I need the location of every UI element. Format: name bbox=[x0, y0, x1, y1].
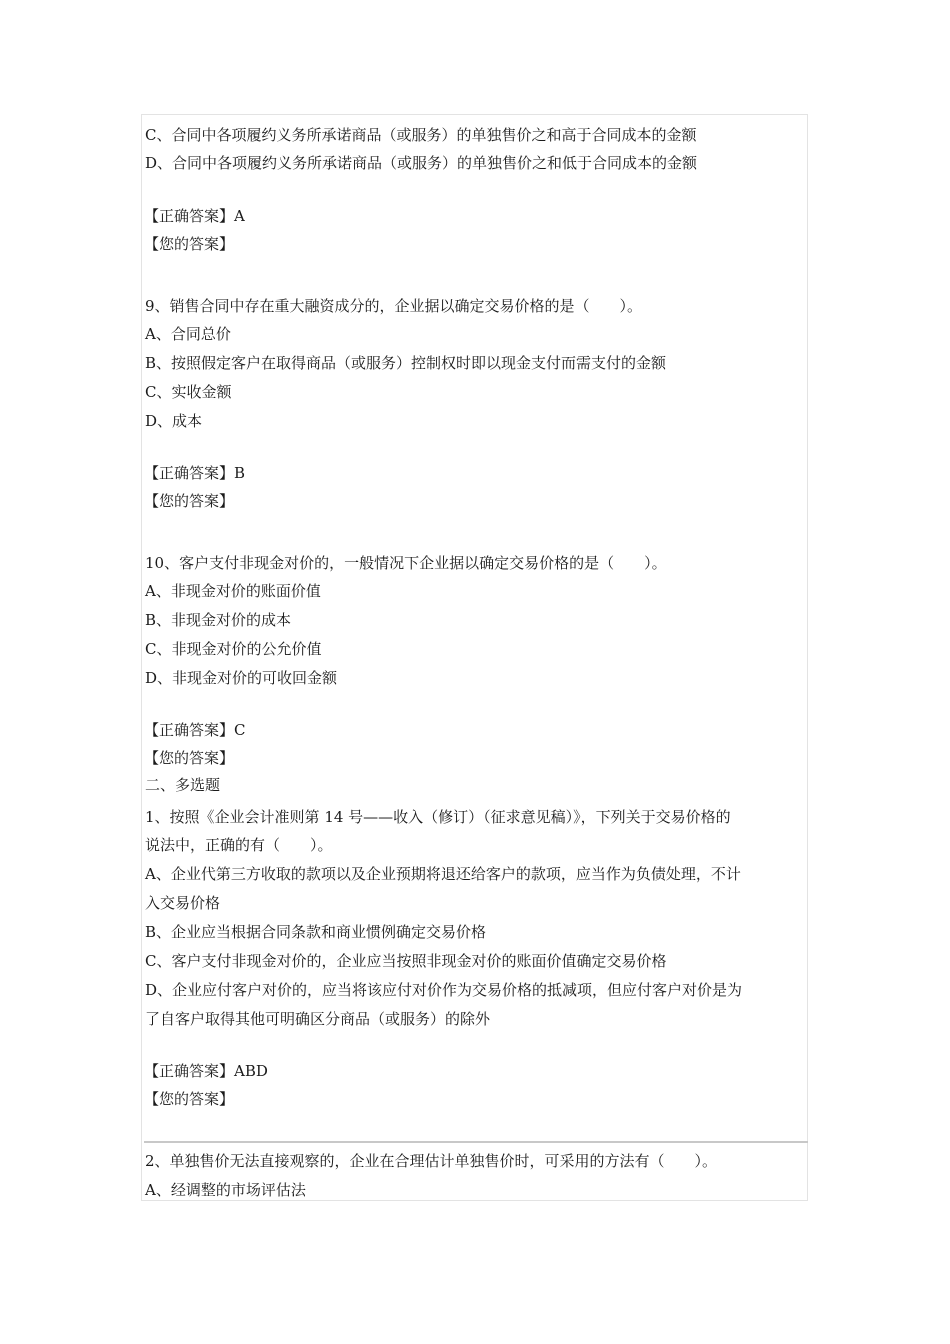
option-a-q10: A、非现金对价的账面价值 bbox=[145, 582, 321, 600]
question-10: 10、客户支付非现金对价的，一般情况下企业据以确定交易价格的是（ ）。 bbox=[145, 554, 667, 572]
option-a-q9: A、合同总价 bbox=[145, 325, 231, 343]
option-d-q8: D、合同中各项履约义务所承诺商品（或服务）的单独售价之和低于合同成本的金额 bbox=[145, 154, 698, 172]
option-b-q9: B、按照假定客户在取得商品（或服务）控制权时即以现金支付而需支付的金额 bbox=[145, 354, 667, 372]
correct-answer-q10: 【正确答案】C bbox=[144, 721, 246, 739]
option-d-q9: D、成本 bbox=[145, 412, 203, 430]
option-c-q9: C、实收金额 bbox=[145, 383, 232, 401]
option-b-q10: B、非现金对价的成本 bbox=[145, 611, 292, 629]
question-m2: 2、单独售价无法直接观察的，企业在合理估计单独售价时，可采用的方法有（ ）。 bbox=[145, 1152, 718, 1170]
option-c-q10: C、非现金对价的公允价值 bbox=[145, 640, 322, 658]
your-answer-q8: 【您的答案】 bbox=[144, 235, 235, 253]
section-divider bbox=[144, 1141, 808, 1143]
option-a-m1-line2: 入交易价格 bbox=[145, 894, 221, 912]
option-c-q8: C、合同中各项履约义务所承诺商品（或服务）的单独售价之和高于合同成本的金额 bbox=[145, 126, 697, 144]
option-c-m1: C、客户支付非现金对价的，企业应当按照非现金对价的账面价值确定交易价格 bbox=[145, 952, 667, 970]
question-m1-line1: 1、按照《企业会计准则第 14 号——收入（修订）（征求意见稿）》，下列关于交易价格的 bbox=[145, 808, 731, 826]
section-heading-multiple-choice: 二、多选题 bbox=[145, 776, 221, 794]
option-d-m1-line2: 了自客户取得其他可明确区分商品（或服务）的除外 bbox=[145, 1010, 491, 1028]
correct-answer-m1: 【正确答案】ABD bbox=[144, 1062, 268, 1080]
your-answer-q9: 【您的答案】 bbox=[144, 492, 235, 510]
option-a-m1-line1: A、企业代第三方收取的款项以及企业预期将退还给客户的款项，应当作为负债处理，不计 bbox=[145, 865, 741, 883]
option-d-m1-line1: D、企业应付客户对价的，应当将该应付对价作为交易价格的抵减项，但应付客户对价是为 bbox=[145, 981, 743, 999]
question-9: 9、销售合同中存在重大融资成分的，企业据以确定交易价格的是（ ）。 bbox=[145, 297, 643, 315]
option-d-q10: D、非现金对价的可收回金额 bbox=[145, 669, 338, 687]
option-a-m2: A、经调整的市场评估法 bbox=[145, 1181, 306, 1199]
correct-answer-q9: 【正确答案】B bbox=[144, 464, 246, 482]
your-answer-q10: 【您的答案】 bbox=[144, 749, 235, 767]
your-answer-m1: 【您的答案】 bbox=[144, 1090, 235, 1108]
correct-answer-q8: 【正确答案】A bbox=[144, 207, 245, 225]
option-b-m1: B、企业应当根据合同条款和商业惯例确定交易价格 bbox=[145, 923, 487, 941]
question-m1-line2: 说法中，正确的有（ ）。 bbox=[145, 836, 333, 854]
